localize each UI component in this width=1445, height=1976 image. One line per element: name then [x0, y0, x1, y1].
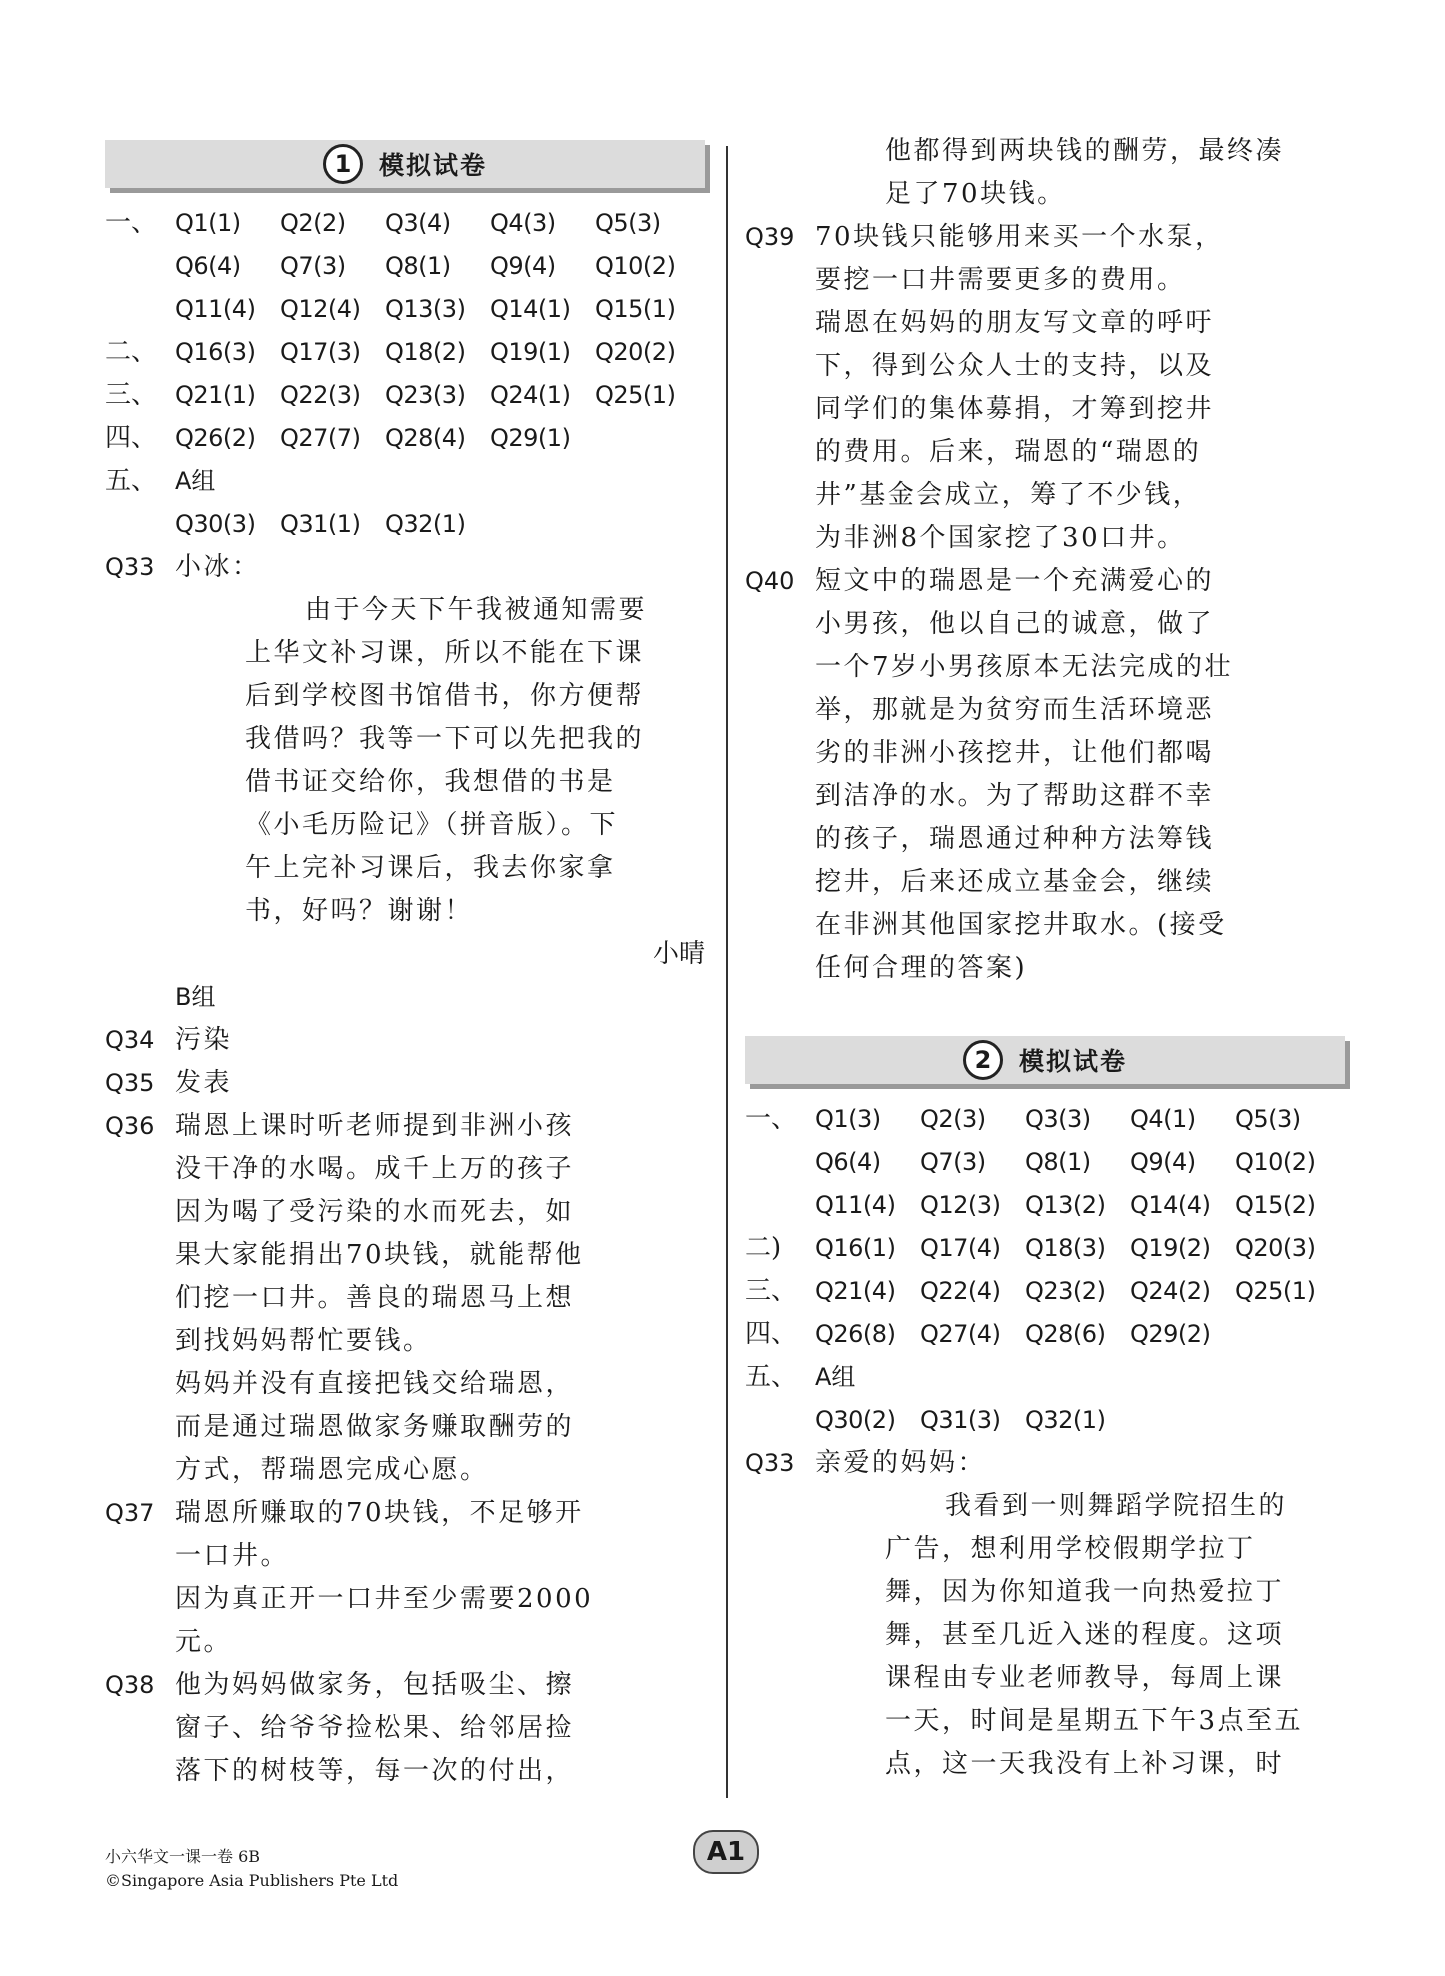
- exam2-banner: [745, 1036, 1345, 1084]
- section-label: [105, 245, 175, 288]
- answer-cell: Q3(4): [385, 209, 451, 237]
- section-label: [745, 1184, 815, 1227]
- letter-line: 《小毛历险记》（拼音版）。下: [245, 810, 619, 840]
- answer-cells: [175, 417, 595, 460]
- answer-cell: Q2(3): [920, 1105, 986, 1133]
- answer-line: 挖井，后来还成立基金会，继续: [815, 867, 1215, 897]
- answer-cell: Q26(8): [815, 1320, 896, 1348]
- answer-cell: Q19(1): [490, 338, 571, 366]
- question-number: Q38: [105, 1671, 155, 1699]
- letter-line: 我看到一则舞蹈学院招生的: [945, 1491, 1288, 1521]
- answer-cell: Q13(3): [385, 295, 466, 323]
- letter-line: 舞，因为你知道我一向热爱拉丁: [885, 1577, 1285, 1607]
- answer-text: [175, 1664, 705, 1793]
- question-number: Q39: [745, 223, 795, 251]
- section-label: 三、: [745, 1276, 798, 1306]
- exam1-group-a-items: [105, 503, 705, 546]
- exam2-group-a-items: [745, 1399, 1345, 1442]
- answer-line: 污染: [175, 1025, 233, 1055]
- answer-cell: Q21(1): [175, 381, 256, 409]
- letter-line: 午上完补习课后，我去你家拿: [245, 853, 616, 883]
- exam1-q33-letter: [105, 589, 705, 933]
- answer-line: 瑞恩上课时听老师提到非洲小孩: [175, 1111, 575, 1141]
- answer-line: 窗子、给爷爷捡松果、给邻居捡: [175, 1713, 575, 1743]
- exam2-q33-letter: [745, 1485, 1345, 1786]
- answer-cell: Q14(4): [1130, 1191, 1211, 1219]
- answer-cell: Q25(1): [595, 381, 676, 409]
- right-column: [745, 130, 1345, 1786]
- exam1-group-b: B组: [175, 983, 216, 1011]
- left-column: [105, 140, 705, 1793]
- answer-cell: Q4(3): [490, 209, 556, 237]
- answer-row: [745, 1270, 1345, 1313]
- answer-cell: Q28(6): [1025, 1320, 1106, 1348]
- section-label: 二、: [105, 337, 158, 367]
- answer-cell: Q19(2): [1130, 1234, 1211, 1262]
- answer-cells: [175, 288, 700, 331]
- letter-line: 后到学校图书馆借书，你方便帮: [245, 681, 645, 711]
- answer-line: 们挖一口井。善良的瑞恩马上想: [175, 1283, 575, 1313]
- answer-cell: Q5(3): [1235, 1105, 1301, 1133]
- answer-cell: Q13(2): [1025, 1191, 1106, 1219]
- answer-line: 而是通过瑞恩做家务赚取酬劳的: [175, 1412, 575, 1442]
- answer-cell: Q8(1): [1025, 1148, 1091, 1176]
- answer-line: 到找妈妈帮忙要钱。: [175, 1326, 432, 1356]
- answer-line: 落下的树枝等，每一次的付出，: [175, 1756, 575, 1786]
- answer-line: 为非洲8个国家挖了30口井。: [815, 523, 1186, 553]
- page-number-badge: A1: [693, 1830, 759, 1874]
- answer-cell: Q14(1): [490, 295, 571, 323]
- answer-line: 方式，帮瑞恩完成心愿。: [175, 1455, 489, 1485]
- letter-line: 书，好吗？谢谢！: [245, 896, 474, 926]
- answer-row: [105, 288, 705, 331]
- footer-book-title: 小六华文一课一卷 6B: [105, 1847, 261, 1866]
- letter-line: 由于今天下午我被通知需要: [305, 595, 648, 625]
- answer-cell: Q12(3): [920, 1191, 1001, 1219]
- answer-cell: Q11(4): [175, 295, 256, 323]
- answer-cell: Q7(3): [920, 1148, 986, 1176]
- answer-line: 瑞恩所赚取的70块钱，不足够开: [175, 1498, 584, 1528]
- letter-line: 上华文补习课，所以不能在下课: [245, 638, 645, 668]
- answer-line: 足了70块钱。: [885, 179, 1066, 209]
- answer-line: 一个7岁小男孩原本无法完成的壮: [815, 652, 1234, 682]
- right-answers: [745, 216, 1345, 990]
- answer-line: 一口井。: [175, 1541, 290, 1571]
- answer-line: 因为真正开一口井至少需要2000: [175, 1584, 594, 1614]
- answer-cells: [175, 374, 700, 417]
- answer-cell: Q15(2): [1235, 1191, 1316, 1219]
- answer-cell: Q9(4): [1130, 1148, 1196, 1176]
- answer-line: 下，得到公众人士的支持，以及: [815, 351, 1215, 381]
- answer-row: [745, 1184, 1345, 1227]
- answer-line: 劣的非洲小孩挖井，让他们都喝: [815, 738, 1215, 768]
- answer-cell: Q31(1): [280, 510, 361, 538]
- answer-line: 要挖一口井需要更多的费用。: [815, 265, 1186, 295]
- answer-item: [105, 1019, 705, 1062]
- letter-line: 舞，甚至几近入迷的程度。这项: [885, 1620, 1285, 1650]
- answer-line: 没干净的水喝。成千上万的孩子: [175, 1154, 575, 1184]
- column-divider: [726, 146, 728, 1798]
- answer-cell: Q21(4): [815, 1277, 896, 1305]
- answer-cell: Q10(2): [595, 252, 676, 280]
- section-label: [745, 1141, 815, 1184]
- exam2-answer-grid: [745, 1098, 1345, 1356]
- answer-cells: [175, 202, 700, 245]
- answer-row: [745, 1098, 1345, 1141]
- answer-cell: Q6(4): [175, 252, 241, 280]
- answer-text: [815, 560, 1345, 990]
- footer-copyright: ©Singapore Asia Publishers Pte Ltd: [105, 1871, 399, 1890]
- answer-cell: Q23(3): [385, 381, 466, 409]
- exam1-answers-b: [105, 1019, 705, 1793]
- exam1-banner: [105, 140, 705, 188]
- answer-cells: [815, 1270, 1340, 1313]
- answer-line: 他为妈妈做家务，包括吸尘、擦: [175, 1670, 575, 1700]
- answer-cells: [815, 1313, 1235, 1356]
- answer-cell: Q27(7): [280, 424, 361, 452]
- q38-continuation: [745, 130, 1345, 216]
- answer-line: 小男孩，他以自己的诚意，做了: [815, 609, 1215, 639]
- letter-line: 一天，时间是星期五下午3点至五: [885, 1706, 1304, 1736]
- answer-cells: [815, 1098, 1340, 1141]
- answer-cell: Q4(1): [1130, 1105, 1196, 1133]
- answer-cell: Q11(4): [815, 1191, 896, 1219]
- exam1-number: 1: [323, 144, 363, 184]
- answer-cell: Q32(1): [1025, 1406, 1106, 1434]
- answer-cell: Q10(2): [1235, 1148, 1316, 1176]
- answer-cell: Q30(3): [175, 510, 256, 538]
- exam2-section5: 五、 A组: [745, 1362, 856, 1392]
- answer-line: 的孩子，瑞恩通过种种方法筹钱: [815, 824, 1215, 854]
- answer-cell: Q25(1): [1235, 1277, 1316, 1305]
- answer-line: 元。: [175, 1627, 233, 1657]
- answer-line: 他都得到两块钱的酬劳，最终凑: [885, 136, 1285, 166]
- answer-cell: Q9(4): [490, 252, 556, 280]
- answer-cells: [815, 1227, 1340, 1270]
- answer-cells: [175, 331, 700, 374]
- answer-cell: Q24(2): [1130, 1277, 1211, 1305]
- section-label: 一、: [105, 208, 158, 238]
- answer-cell: Q29(2): [1130, 1320, 1211, 1348]
- answer-cell: Q23(2): [1025, 1277, 1106, 1305]
- answer-cell: Q18(2): [385, 338, 466, 366]
- answer-item: [745, 216, 1345, 560]
- section-label: 四、: [745, 1319, 798, 1349]
- section-label: [105, 288, 175, 331]
- answer-cell: Q24(1): [490, 381, 571, 409]
- answer-item: [745, 560, 1345, 990]
- answer-line: 的费用。后来，瑞恩的“瑞恩的: [815, 437, 1202, 467]
- answer-cell: Q6(4): [815, 1148, 881, 1176]
- answer-row: [745, 1141, 1345, 1184]
- section-label: 三、: [105, 380, 158, 410]
- answer-cell: Q30(2): [815, 1406, 896, 1434]
- answer-cell: Q28(4): [385, 424, 466, 452]
- answer-cells: [175, 245, 700, 288]
- answer-line: 妈妈并没有直接把钱交给瑞恩，: [175, 1369, 575, 1399]
- question-number: Q37: [105, 1499, 155, 1527]
- exam1-section5: 五、 A组: [105, 466, 216, 496]
- answer-cell: Q16(1): [815, 1234, 896, 1262]
- answer-line: 到洁净的水。为了帮助这群不幸: [815, 781, 1215, 811]
- answer-line: 短文中的瑞恩是一个充满爱心的: [815, 566, 1215, 596]
- exam1-answer-grid: [105, 202, 705, 460]
- answer-cell: Q8(1): [385, 252, 451, 280]
- answer-item: [105, 1492, 705, 1664]
- letter-line: 点，这一天我没有上补习课，时: [885, 1749, 1285, 1779]
- section-label: 二): [745, 1233, 782, 1263]
- exam2-title: 模拟试卷: [1018, 1047, 1127, 1076]
- answer-cell: Q20(3): [1235, 1234, 1316, 1262]
- answer-line: 瑞恩在妈妈的朋友写文章的呼吁: [815, 308, 1215, 338]
- question-number: Q36: [105, 1112, 155, 1140]
- answer-cell: Q26(2): [175, 424, 256, 452]
- letter-line: 课程由专业老师教导，每周上课: [885, 1663, 1285, 1693]
- letter-line: 我借吗？我等一下可以先把我的: [245, 724, 645, 754]
- exam2-q33: Q33 亲爱的妈妈：: [745, 1448, 987, 1478]
- answer-row: [105, 331, 705, 374]
- answer-item: [105, 1105, 705, 1492]
- section-label: 四、: [105, 423, 158, 453]
- question-number: Q40: [745, 567, 795, 595]
- footer: [105, 1845, 398, 1893]
- answer-cell: Q22(4): [920, 1277, 1001, 1305]
- letter-line: 借书证交给你，我想借的书是: [245, 767, 616, 797]
- answer-line: 同学们的集体募捐，才筹到挖井: [815, 394, 1215, 424]
- exam2-number: 2: [963, 1040, 1003, 1080]
- answer-line: 因为喝了受污染的水而死去，如: [175, 1197, 575, 1227]
- answer-row: [105, 417, 705, 460]
- answer-cell: Q31(3): [920, 1406, 1001, 1434]
- answer-cell: Q32(1): [385, 510, 466, 538]
- exam1-title: 模拟试卷: [378, 151, 487, 180]
- question-number: Q34: [105, 1026, 155, 1054]
- answer-cell: Q16(3): [175, 338, 256, 366]
- answer-line: 发表: [175, 1068, 233, 1098]
- answer-cell: Q2(2): [280, 209, 346, 237]
- answer-line: 果大家能捐出70块钱，就能帮他: [175, 1240, 584, 1270]
- answer-cell: Q17(4): [920, 1234, 1001, 1262]
- answer-line: 在非洲其他国家挖井取水。(接受: [815, 910, 1227, 940]
- answer-cells: [815, 1141, 1340, 1184]
- question-number: Q35: [105, 1069, 155, 1097]
- answer-cell: Q3(3): [1025, 1105, 1091, 1133]
- answer-item: [105, 1664, 705, 1793]
- answer-row: [105, 374, 705, 417]
- answer-row: [105, 202, 705, 245]
- section-label: 一、: [745, 1104, 798, 1134]
- answer-cell: Q12(4): [280, 295, 361, 323]
- answer-text: [175, 1492, 705, 1664]
- answer-cell: Q17(3): [280, 338, 361, 366]
- exam1-q33: Q33 小冰：: [105, 552, 261, 582]
- answer-line: 举，那就是为贫穷而生活环境恶: [815, 695, 1215, 725]
- answer-cells: [815, 1184, 1340, 1227]
- answer-item: [105, 1062, 705, 1105]
- answer-text: [175, 1062, 705, 1105]
- letter-line: 广告，想利用学校假期学拉丁: [885, 1534, 1256, 1564]
- answer-row: [745, 1313, 1345, 1356]
- answer-line: 70块钱只能够用来买一个水泵，: [815, 222, 1224, 252]
- answer-cell: Q15(1): [595, 295, 676, 323]
- answer-text: [815, 216, 1345, 560]
- answer-cell: Q20(2): [595, 338, 676, 366]
- answer-cell: Q18(3): [1025, 1234, 1106, 1262]
- answer-row: [745, 1227, 1345, 1270]
- answer-row: [105, 245, 705, 288]
- answer-cell: Q29(1): [490, 424, 571, 452]
- answer-text: [175, 1105, 705, 1492]
- answer-line: 任何合理的答案): [815, 953, 1028, 983]
- answer-cell: Q22(3): [280, 381, 361, 409]
- answer-cell: Q7(3): [280, 252, 346, 280]
- answer-cell: Q1(1): [175, 209, 241, 237]
- answer-cell: Q27(4): [920, 1320, 1001, 1348]
- answer-text: [175, 1019, 705, 1062]
- answer-cell: Q5(3): [595, 209, 661, 237]
- answer-line: 井”基金会成立，筹了不少钱，: [815, 480, 1202, 510]
- answer-cell: Q1(3): [815, 1105, 881, 1133]
- exam1-q33-signature: 小晴: [652, 939, 705, 969]
